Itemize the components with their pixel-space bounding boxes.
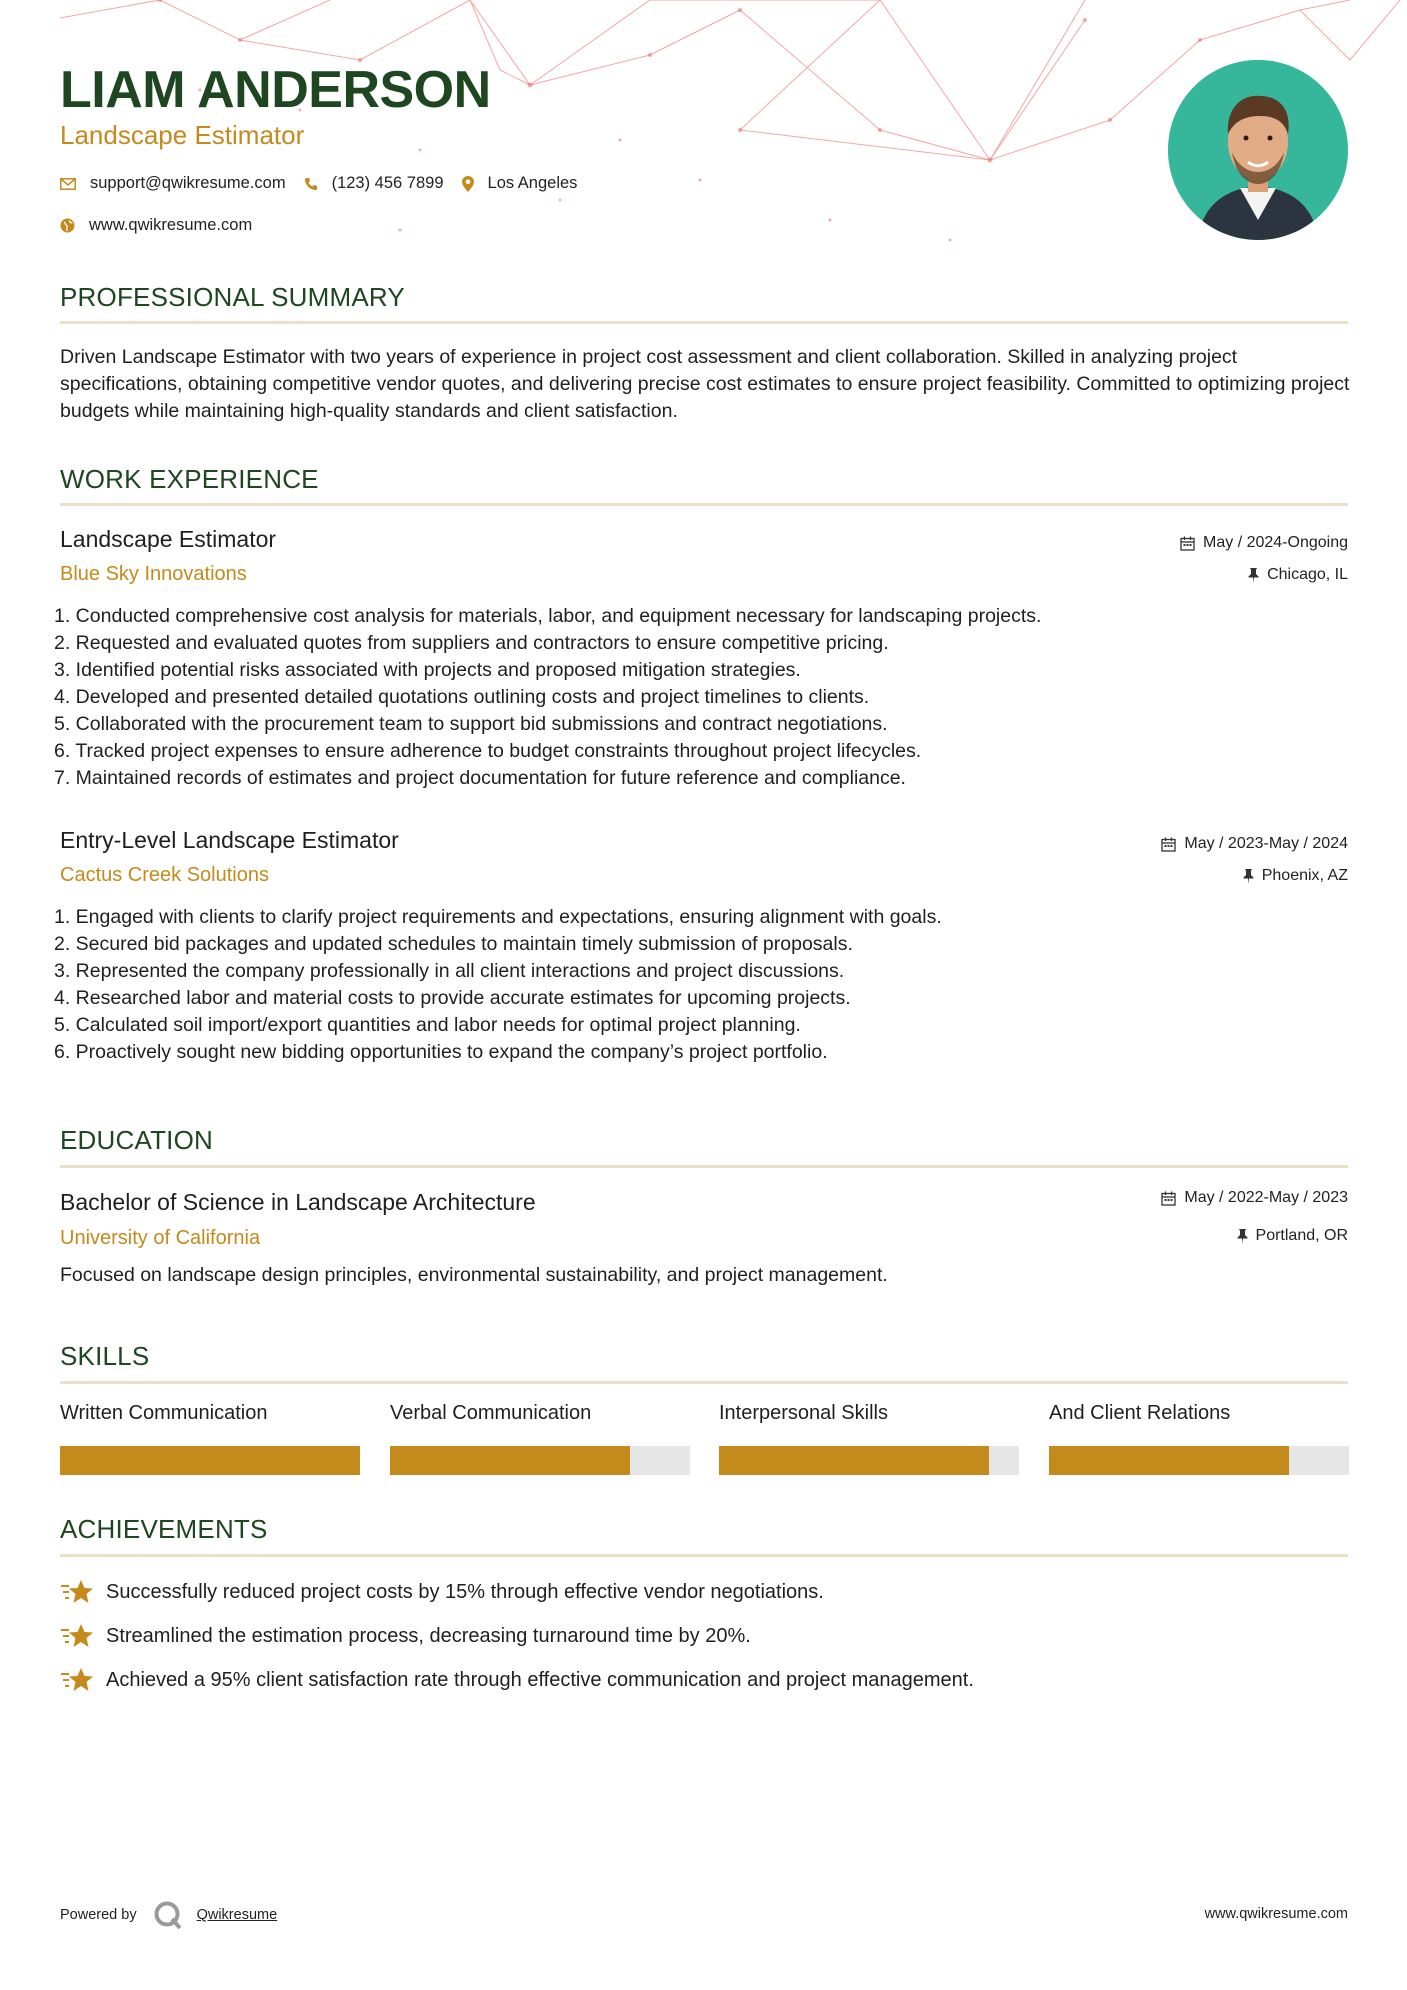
contact-location [462,174,578,193]
achievement-item [60,1666,974,1694]
pushpin-icon [1243,869,1254,884]
contact-row [60,174,595,193]
brand-link[interactable]: Qwikresume [196,1907,278,1923]
degree-title: Bachelor of Science in Landscape Architecture [60,1189,536,1215]
job-date [1180,534,1348,552]
list-item: 3. Represented the company professionally in all client interactions and project discussions. [54,960,845,982]
education-location [1237,1227,1348,1245]
powered-by-text: Powered by [60,1907,137,1923]
skill-item [60,1402,360,1475]
star-badge-icon [60,1622,94,1650]
list-item: 5. Calculated soil import/export quantities and labor needs for optimal project planning. [54,1014,801,1036]
calendar-icon [1180,536,1195,551]
job-title: Entry-Level Landscape Estimator [60,827,399,853]
skill-item [719,1402,1019,1475]
list-item: 6. Tracked project expenses to ensure adherence to budget constraints throughout project lifecycles. [54,740,922,762]
list-item: 6. Proactively sought new bidding opportunities to expand the company’s project portfolio. [54,1041,828,1063]
skill-bar [719,1446,1019,1475]
pushpin-icon [1237,1229,1248,1244]
job-location-text: Chicago, IL [1267,566,1348,583]
job-company: Cactus Creek Solutions [60,864,269,886]
section-divider [60,503,1348,506]
list-item: 1. Conducted comprehensive cost analysis for materials, labor, and equipment necessary for landscaping projects. [54,605,1042,627]
education-date-text: May / 2022-May / 2023 [1184,1189,1348,1206]
qwikresume-logo-icon [153,1900,183,1930]
footer-site[interactable]: www.qwikresume.com [1204,1906,1348,1922]
skill-name: Verbal Communication [390,1402,592,1424]
education-description: Focused on landscape design principles, environmental sustainability, and project management. [60,1264,888,1286]
list-item: 2. Secured bid packages and updated schedules to maintain timely submission of proposals. [54,933,853,955]
job-bullets [54,603,1344,792]
skill-bar-fill [1049,1446,1289,1475]
summary-heading: PROFESSIONAL SUMMARY [60,282,405,312]
achievement-text: Streamlined the estimation process, decreasing turnaround time by 20%. [106,1624,751,1647]
phone-text: (123) 456 7899 [331,174,444,192]
job-company: Blue Sky Innovations [60,563,247,585]
list-item: 1. Engaged with clients to clarify project requirements and expectations, ensuring alignment with goals. [54,906,942,928]
school-name: University of California [60,1227,261,1249]
candidate-name: LIAM ANDERSON [60,61,491,119]
achievement-item [60,1622,751,1650]
education-date [1161,1189,1348,1207]
contact-website[interactable] [60,216,252,235]
skill-name: Interpersonal Skills [719,1402,888,1424]
skill-item [1049,1402,1349,1475]
skill-bar [60,1446,360,1475]
skill-bar-fill [719,1446,989,1475]
list-item: 7. Maintained records of estimates and project documentation for future reference and compliance. [54,767,906,789]
calendar-icon [1161,1191,1176,1206]
location-text: Los Angeles [487,174,578,192]
job-bullets [54,904,1344,1066]
phone-icon [304,177,318,191]
contact-phone[interactable] [304,174,444,193]
list-item: 2. Requested and evaluated quotes from suppliers and contractors to ensure competitive pricing. [54,632,889,654]
calendar-icon [1161,837,1176,852]
skill-name: Written Communication [60,1402,268,1424]
skill-item [390,1402,690,1475]
skill-bar [390,1446,690,1475]
list-item: 4. Developed and presented detailed quotations outlining costs and project timelines to clients. [54,686,870,708]
list-item: 3. Identified potential risks associated with projects and proposed mitigation strategies. [54,659,801,681]
experience-heading: WORK EXPERIENCE [60,464,319,494]
footer-powered-by [60,1900,277,1930]
skill-name: And Client Relations [1049,1402,1231,1424]
section-divider [60,1165,1348,1168]
star-badge-icon [60,1666,94,1694]
job-title: Landscape Estimator [60,526,277,552]
website-text: www.qwikresume.com [89,216,253,234]
envelope-icon [60,178,76,190]
globe-icon [60,218,75,233]
pushpin-icon [1248,568,1259,583]
achievements-heading: ACHIEVEMENTS [60,1514,268,1544]
portrait-illustration [1168,60,1348,240]
map-pin-icon [462,176,474,192]
skill-bar-fill [390,1446,630,1475]
section-divider [60,321,1348,324]
job-location [1243,867,1348,885]
list-item: 4. Researched labor and material costs to provide accurate estimates for upcoming projects. [54,987,851,1009]
star-badge-icon [60,1578,94,1606]
achievement-text: Successfully reduced project costs by 15% through effective vendor negotiations. [106,1580,824,1603]
job-date [1161,835,1348,853]
website-row [60,216,270,235]
section-divider [60,1554,1348,1557]
job-date-text: May / 2024-Ongoing [1203,534,1348,551]
achievement-text: Achieved a 95% client satisfaction rate through effective communication and project management. [106,1668,974,1691]
job-location-text: Phoenix, AZ [1261,867,1348,884]
profile-photo [1168,60,1348,240]
email-text: support@qwikresume.com [90,174,286,192]
skill-bar [1049,1446,1349,1475]
achievement-item [60,1578,824,1606]
list-item: 5. Collaborated with the procurement team to support bid submissions and contract negotiations. [54,713,888,735]
job-date-text: May / 2023-May / 2024 [1184,835,1348,852]
candidate-role: Landscape Estimator [60,120,305,150]
contact-email[interactable] [60,174,286,193]
section-divider [60,1381,1348,1384]
education-heading: EDUCATION [60,1125,213,1155]
education-location-text: Portland, OR [1255,1227,1348,1244]
job-location [1248,566,1348,584]
skills-heading: SKILLS [60,1341,150,1371]
summary-text: Driven Landscape Estimator with two years of experience in project cost assessment and client collaboration. Skilled in analyzing project specifications, obtaining competitive vendor quotes, and delivering precise cost estimates to ensure project feasibility. Committed to optimizing project budgets while maintaining high-quality standards and client satisfaction. [60,346,1350,422]
skill-bar-fill [60,1446,360,1475]
